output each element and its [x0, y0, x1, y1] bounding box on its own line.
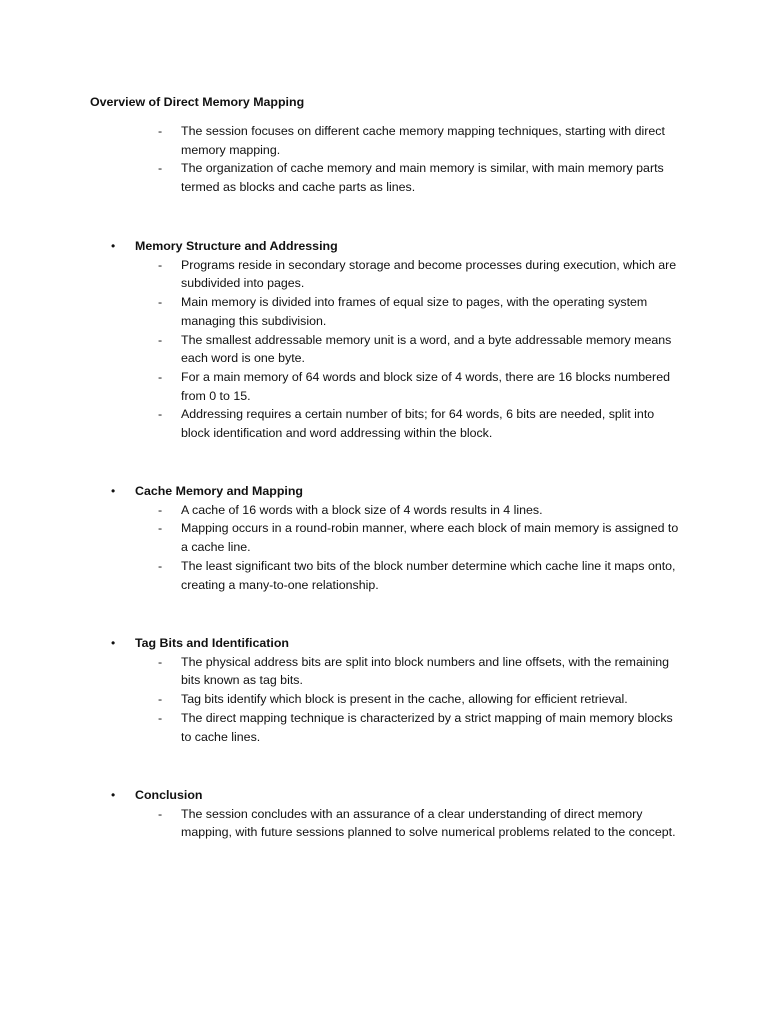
- section-heading: [0, 634, 768, 653]
- dash-marker: -: [158, 558, 163, 573]
- bullet-icon: •: [111, 484, 116, 498]
- dash-marker: -: [158, 407, 163, 422]
- section-heading-text: Memory Structure and Addressing: [135, 239, 338, 253]
- list-item-text: Main memory is divided into frames of equal size to pages, with the operating system managing this subdivision.: [181, 295, 648, 328]
- section-tag-bits: [0, 634, 768, 746]
- dash-marker: -: [158, 332, 163, 347]
- list-item: [158, 690, 681, 709]
- dash-marker: -: [158, 654, 163, 669]
- bullet-icon: •: [111, 239, 116, 253]
- list-item-text: Mapping occurs in a round-robin manner, where each block of main memory is assigned to a cache line.: [181, 521, 679, 555]
- dash-marker: -: [158, 710, 163, 725]
- list-item: [158, 256, 681, 293]
- dash-marker: -: [158, 257, 163, 272]
- section-heading-text: Conclusion: [135, 788, 203, 802]
- list-item-text: The smallest addressable memory unit is a word, and a byte addressable memory means each word is one byte.: [181, 332, 672, 366]
- list-item-text: The organization of cache memory and main memory is similar, with main memory parts termed as blocks and cache parts as lines.: [181, 161, 664, 195]
- list-item-text: Tag bits identify which block is present in the cache, allowing for efficient retrieval.: [181, 692, 628, 707]
- document-title: Overview of Direct Memory Mapping: [90, 95, 305, 109]
- dash-marker: -: [158, 161, 163, 176]
- section-conclusion: [0, 786, 768, 842]
- dash-marker: -: [158, 692, 163, 707]
- list-item: [158, 709, 681, 746]
- list-item: [158, 293, 681, 330]
- list-item-text: The least significant two bits of the block number determine which cache line it maps onto, creating a many-to-one relationship.: [181, 558, 676, 592]
- section-heading: [0, 237, 768, 256]
- dash-marker: -: [158, 369, 163, 384]
- list-item: [158, 653, 681, 690]
- dash-marker: -: [158, 502, 163, 517]
- list-item: [158, 159, 681, 196]
- list-item-text: A cache of 16 words with a block size of 4 words results in 4 lines.: [181, 502, 543, 517]
- section-heading: [0, 482, 768, 501]
- list-item: [158, 501, 681, 520]
- section-heading: [0, 786, 768, 805]
- intro-list: [0, 122, 768, 197]
- list-item-text: Programs reside in secondary storage and become processes during execution, which are subdivided into pages.: [181, 257, 677, 291]
- list-item-text: For a main memory of 64 words and block size of 4 words, there are 16 blocks numbered from 0 to 15.: [181, 369, 670, 403]
- section-heading-text: Tag Bits and Identification: [135, 636, 289, 650]
- list-item-text: The direct mapping technique is characterized by a strict mapping of main memory blocks to cache lines.: [181, 710, 673, 744]
- bullet-icon: •: [111, 636, 116, 650]
- list-item-text: Addressing requires a certain number of bits; for 64 words, 6 bits are needed, split into block identification and word addressing within the block.: [181, 407, 655, 441]
- list-item: [158, 331, 681, 368]
- section-heading-text: Cache Memory and Mapping: [135, 484, 303, 498]
- list-item-text: The session concludes with an assurance of a clear understanding of direct memory mapping, with future sessions planned to solve numerical problems related to the concept.: [181, 806, 676, 840]
- list-item: [158, 519, 681, 556]
- list-item: [158, 805, 681, 842]
- list-item: [158, 122, 681, 159]
- dash-marker: -: [158, 521, 163, 536]
- section-memory-structure: [0, 237, 768, 443]
- section-cache-memory: [0, 482, 768, 594]
- dash-marker: -: [158, 124, 163, 138]
- list-item-text: The session focuses on different cache memory mapping techniques, starting with direct memory mapping.: [181, 124, 665, 157]
- dash-marker: -: [158, 806, 163, 821]
- bullet-icon: •: [111, 788, 116, 802]
- list-item: [158, 368, 681, 405]
- dash-marker: -: [158, 295, 163, 310]
- list-item-text: The physical address bits are split into block numbers and line offsets, with the remaining bits known as tag bits.: [181, 654, 670, 688]
- list-item: [158, 557, 681, 594]
- list-item: [158, 405, 681, 442]
